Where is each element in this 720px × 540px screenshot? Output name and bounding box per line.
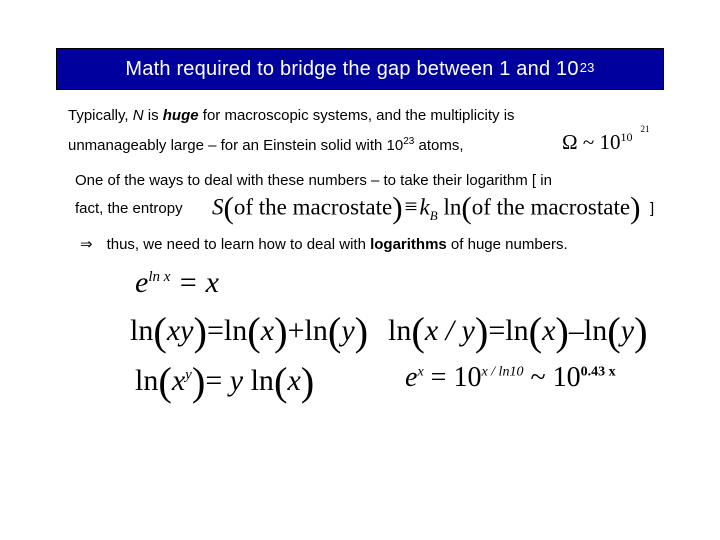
para1-exponent: 23: [403, 136, 415, 147]
equiv-symbol: ≡: [404, 194, 418, 220]
f3-xdivy: x / y: [424, 314, 475, 348]
para2-bracket: ]: [650, 200, 655, 217]
formula-exp-base10: [405, 362, 616, 394]
formula-ln-power: $\ln(x^y)= y$ ln(x): [135, 359, 315, 404]
slide-title-text: Math required to bridge the gap between 1 and 10: [125, 57, 579, 80]
para1-text-e: atoms,: [414, 137, 464, 154]
f2-xy: xy: [166, 314, 194, 348]
f5-exp2: x / ln10: [481, 364, 524, 380]
omega-exp2: 21: [640, 124, 650, 134]
f2-y: y: [341, 314, 355, 348]
entropy-S: S: [212, 194, 224, 220]
para1-text-c: for macroscopic systems, and the multiplicity is: [198, 107, 515, 124]
para3-line: [80, 235, 568, 253]
f4-x: x: [171, 364, 186, 398]
para1-text-b: is: [143, 107, 163, 124]
entropy-arg: of the macrostate: [233, 194, 393, 220]
tilde-symbol: ~: [582, 130, 595, 154]
omega-exp: 10: [620, 130, 633, 144]
f5-exp3: 0.43 x: [580, 364, 616, 380]
omega-base: 10: [599, 130, 621, 154]
f3-ln2: ln: [583, 314, 608, 348]
boltzmann-k: k: [419, 194, 430, 220]
emphasis-logarithms: logarithms: [370, 236, 447, 253]
formula-exp-ln: [135, 266, 219, 300]
f3-ln1: ln: [505, 314, 529, 348]
omega-symbol: Ω: [562, 130, 578, 154]
slide-title-exponent: 23: [579, 59, 595, 75]
boltzmann-sub: B: [429, 207, 438, 223]
formula-ln-quotient: ln(x / y)=ln(x)–ln(y): [388, 309, 648, 354]
omega-formula: [562, 124, 650, 155]
f4-x2: x: [287, 364, 301, 398]
para3-text-b: of huge numbers.: [446, 236, 568, 253]
f4-eq: =: [205, 364, 223, 398]
para1-text-a: Typically,: [68, 107, 133, 124]
para1-text-d: unmanageably large – for an Einstein solid with 10: [68, 137, 404, 154]
f3-eq: =: [488, 314, 506, 348]
slide-title: [56, 48, 664, 90]
f1-exp: ln x: [148, 269, 171, 285]
multiplicity-arg: of the macrostate: [471, 194, 631, 220]
f5-eq: = 10: [430, 362, 482, 393]
ln-op: ln: [443, 194, 462, 220]
f4-y: y: [229, 364, 244, 398]
f2-ln1: ln: [223, 314, 248, 348]
emphasis-huge: huge: [162, 107, 199, 124]
f3-minus: –: [568, 314, 584, 348]
f3-x: x: [542, 314, 556, 348]
f4-ln2: ln: [250, 364, 274, 398]
para2-line1: One of the ways to deal with these numbers – to take their logarithm [ in: [75, 172, 552, 189]
f2-eq: =: [206, 314, 224, 348]
para3-text-a: thus, we need to learn how to deal with: [106, 236, 371, 253]
f5-tilde: ~ 10: [530, 362, 581, 393]
f2-x: x: [260, 314, 275, 348]
f1-rhs: = x: [177, 266, 219, 299]
para1-line1: [68, 107, 515, 124]
f1-e: e: [135, 266, 149, 299]
variable-N: N: [132, 107, 144, 124]
para1-line2: [68, 136, 464, 154]
f3-y: y: [620, 314, 635, 348]
f4-ln: ln: [135, 364, 159, 398]
para2-line2-prefix: fact, the entropy: [75, 200, 183, 217]
entropy-formula: S(of the $macrostate)\equiv k_B$ ln(of the macrostate): [212, 190, 641, 225]
f5-exp: x: [417, 364, 424, 380]
f4-sup: y: [185, 367, 192, 384]
f2-ln2: ln: [304, 314, 328, 348]
formula-ln-product: ln(xy)=ln(x)+ln(y): [130, 309, 369, 354]
f5-e: e: [405, 362, 418, 393]
f2-plus: +: [287, 314, 305, 348]
f3-ln: ln: [388, 314, 412, 348]
f2-ln: ln: [130, 314, 154, 348]
implies-arrow-icon: ⇒: [80, 236, 93, 253]
